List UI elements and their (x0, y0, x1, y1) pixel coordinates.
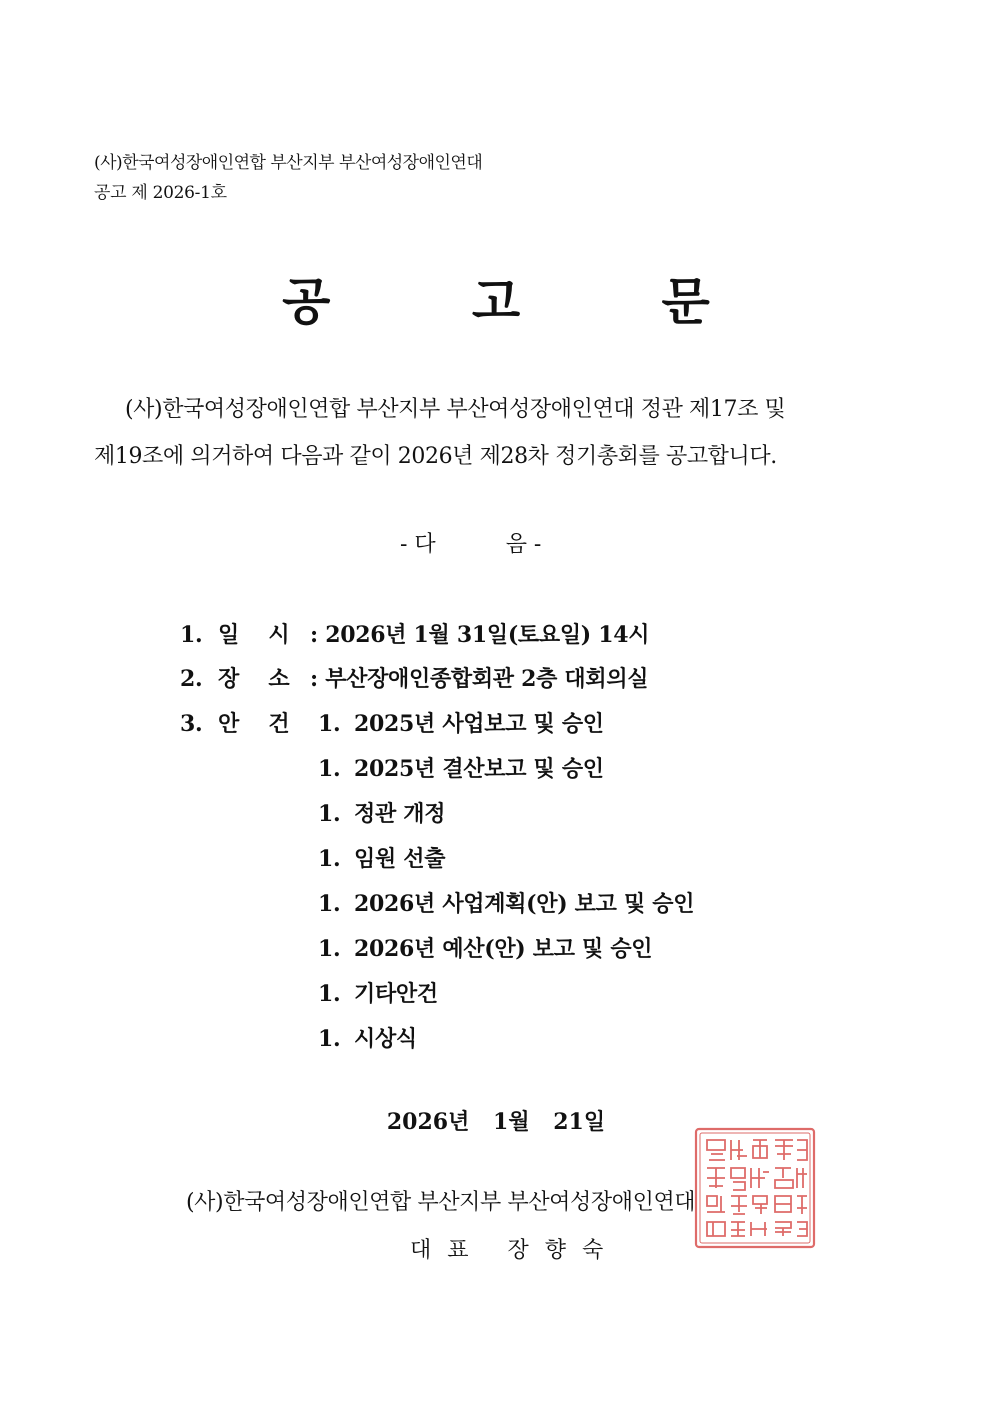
issue-date-year: 2026년 (386, 1109, 470, 1135)
agenda-bullet: 1. (318, 1026, 341, 1052)
agenda-text: 2026년 사업계획(안) 보고 및 승인 (354, 891, 695, 917)
agenda-bullet: 1. (318, 801, 341, 827)
agenda-text: 2025년 결산보고 및 승인 (354, 756, 604, 782)
item-label: 안 건 (218, 711, 290, 737)
body-text-line-1: (사)한국여성장애인연합 부산지부 부산여성장애인연대 정관 제17조 및 (125, 397, 786, 422)
official-seal-icon (693, 1126, 817, 1250)
signature-representative: 대표 장향숙 (410, 1238, 620, 1263)
item-separator: : (310, 666, 318, 692)
notice-number: 공고 제 2026-1호 (94, 183, 227, 203)
agenda-bullet: 1. (318, 711, 341, 737)
item-separator: : (310, 622, 318, 648)
agenda-item (318, 1022, 417, 1053)
body-text-line-2: 제19조에 의거하여 다음과 같이 2026년 제28차 정기총회를 공고합니다. (94, 444, 777, 469)
document-title: 공 고 문 (282, 272, 772, 331)
item-location (180, 662, 648, 693)
agenda-bullet: 1. (318, 846, 341, 872)
agenda-bullet: 1. (318, 936, 341, 962)
item-value: 2026년 1월 31일(토요일) 14시 (325, 622, 650, 648)
signature-organization: (사)한국여성장애인연합 부산지부 부산여성장애인연대 (186, 1190, 696, 1215)
item-number: 3. (180, 711, 203, 737)
agenda-text: 임원 선출 (354, 846, 446, 872)
agenda-item (318, 977, 438, 1008)
section-heading (400, 527, 541, 558)
header-organization: (사)한국여성장애인연합 부산지부 부산여성장애인연대 (94, 153, 483, 173)
item-number: 2. (180, 666, 203, 692)
item-datetime (180, 618, 649, 649)
agenda-bullet: 1. (318, 756, 341, 782)
agenda-item (318, 932, 652, 963)
agenda-item (318, 752, 604, 783)
section-heading-right: 음 - (505, 532, 542, 557)
item-agenda (180, 707, 310, 738)
agenda-item (318, 842, 445, 873)
item-label: 장 소 (218, 666, 290, 692)
agenda-item (318, 707, 604, 738)
agenda-bullet: 1. (318, 891, 341, 917)
item-label: 일 시 (218, 622, 290, 648)
issue-date-month: 1월 (493, 1109, 530, 1135)
agenda-text: 정관 개정 (354, 801, 446, 827)
issue-date (0, 1105, 992, 1136)
issue-date-day: 21일 (553, 1109, 606, 1135)
agenda-item (318, 797, 445, 828)
agenda-item (318, 887, 694, 918)
item-value: 부산장애인종합회관 2층 대회의실 (325, 666, 649, 692)
agenda-bullet: 1. (318, 981, 341, 1007)
section-heading-left: - 다 (400, 532, 436, 557)
agenda-text: 시상식 (354, 1026, 417, 1052)
agenda-text: 2025년 사업보고 및 승인 (354, 711, 604, 737)
agenda-text: 2026년 예산(안) 보고 및 승인 (354, 936, 653, 962)
agenda-text: 기타안건 (354, 981, 438, 1007)
item-number: 1. (180, 622, 203, 648)
